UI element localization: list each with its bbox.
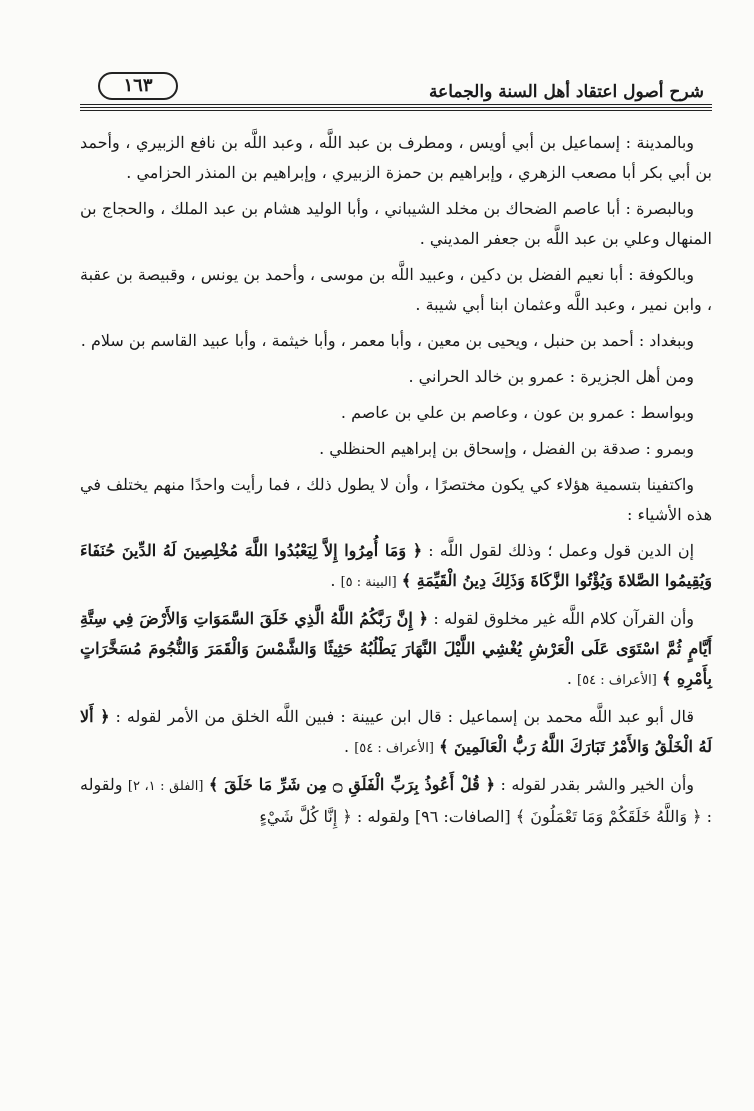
paragraph: ومن أهل الجزيرة : عمرو بن خالد الحراني .: [408, 367, 694, 386]
verse-reference: [الفلق : ١، ٢]: [127, 779, 204, 794]
paragraph-text: .: [330, 571, 336, 590]
quran-verse: ﴿ وَمَا أُمِرُوا إِلاَّ لِيَعْبُدُوا اللَّهَ مُخْلِصِينَ لَهُ الدِّينَ حُنَفَاءَ وَيُقِيمُوا الصَّلاةَ وَيُؤْتُوا الزَّكَاةَ وَذَلِكَ دِينُ الْقَيِّمَةِ ﴾: [80, 541, 712, 590]
paragraph: وبمرو : صدقة بن الفضل ، وإسحاق بن إبراهيم الحنظلي .: [319, 439, 694, 458]
verse-reference: [الأعراف : ٥٤]: [354, 741, 434, 756]
paragraph-text: .: [566, 669, 572, 688]
paragraph-text: وأن الخير والشر بقدر لقوله :: [500, 775, 694, 794]
quran-verse: ﴿ إِنَّ رَبَّكُمُ اللَّهُ الَّذِي خَلَقَ السَّمَوَاتِ وَالأَرْضَ فِي سِتَّةِ أَيَّامٍ ثُمَّ اسْتَوَى عَلَى الْعَرْشِ يُغْشِي اللَّيْلَ النَّهَارَ يَطْلُبُهُ حَثِيثًا وَالشَّمْسَ وَالْقَمَرَ وَالنُّجُومَ مُسَخَّرَاتٍ بِأَمْرِهِ ﴾: [80, 609, 712, 688]
paragraph-text: قال أبو عبد اللَّه محمد بن إسماعيل : قال ابن عيينة : فبين اللَّه الخلق من الأمر لقوله :: [115, 707, 695, 726]
paragraph-with-verse: [80, 536, 712, 598]
paragraph-with-verse: [80, 770, 712, 832]
header-rule-thin: [80, 110, 712, 111]
paragraph-text: ولقوله : ﴿ وَاللَّهُ خَلَقَكُمْ وَمَا تَعْمَلُونَ ﴾ [الصافات: ٩٦] ولقوله : ﴿ إِنَّا كُلَّ شَيْءٍ: [80, 775, 712, 826]
quran-verse: ﴿ أَلا لَهُ الْخَلْقُ وَالأَمْرُ تَبَارَكَ اللَّهُ رَبُّ الْعَالَمِينَ ﴾: [80, 707, 712, 756]
book-title: شرح أصول اعتقاد أهل السنة والجماعة: [428, 82, 704, 102]
paragraph: وبالمدينة : إسماعيل بن أبي أويس ، ومطرف بن عبد اللَّه ، وعبد اللَّه بن نافع الزبيري ، وأحمد بن أبي بكر أبا مصعب الزهري ، وإبراهيم بن حمزة الزبيري ، وإبراهيم بن المنذر الحزامي .: [80, 133, 712, 182]
paragraph-with-verse: [80, 604, 712, 696]
running-header: [80, 68, 712, 112]
paragraph: وبواسط : عمرو بن عون ، وعاصم بن علي بن عاصم .: [340, 403, 694, 422]
verse-reference: [الأعراف : ٥٤]: [577, 673, 657, 688]
paragraph: واكتفينا بتسمية هؤلاء كي يكون مختصرًا ، وأن لا يطول ذلك ، فما رأيت واحدًا منهم يختلف في هذه الأشياء :: [80, 475, 712, 524]
page-number: ١٦٣: [98, 72, 178, 100]
verse-reference: [البينة : ٥]: [340, 575, 397, 590]
paragraph-text: إن الدين قول وعمل ؛ وذلك لقول اللَّه :: [428, 541, 695, 560]
paragraph-text: .: [344, 737, 350, 756]
header-rule: [80, 104, 712, 108]
page-body: [80, 128, 712, 838]
paragraph: وببغداد : أحمد بن حنبل ، ويحيى بن معين ، وأبا معمر ، وأبا خيثمة ، وأبا عبيد القاسم بن سلام .: [80, 331, 694, 350]
quran-verse: ﴿ قُلْ أَعُوذُ بِرَبِّ الْفَلَقِ ۝ مِن شَرِّ مَا خَلَقَ ﴾: [208, 775, 496, 794]
paragraph: وبالبصرة : أبا عاصم الضحاك بن مخلد الشيباني ، وأبا الوليد هشام بن عبد الملك ، والحجاج بن المنهال وعلي بن عبد اللَّه بن جعفر المديني .: [80, 199, 712, 248]
paragraph: وبالكوفة : أبا نعيم الفضل بن دكين ، وعبيد اللَّه بن موسى ، وأحمد بن يونس ، وقبيصة بن عقبة ، وابن نمير ، وعبد اللَّه وعثمان ابنا أبي شيبة .: [80, 265, 712, 314]
paragraph-text: وأن القرآن كلام اللَّه غير مخلوق لقوله :: [433, 609, 694, 628]
paragraph-with-verse: [80, 702, 712, 764]
